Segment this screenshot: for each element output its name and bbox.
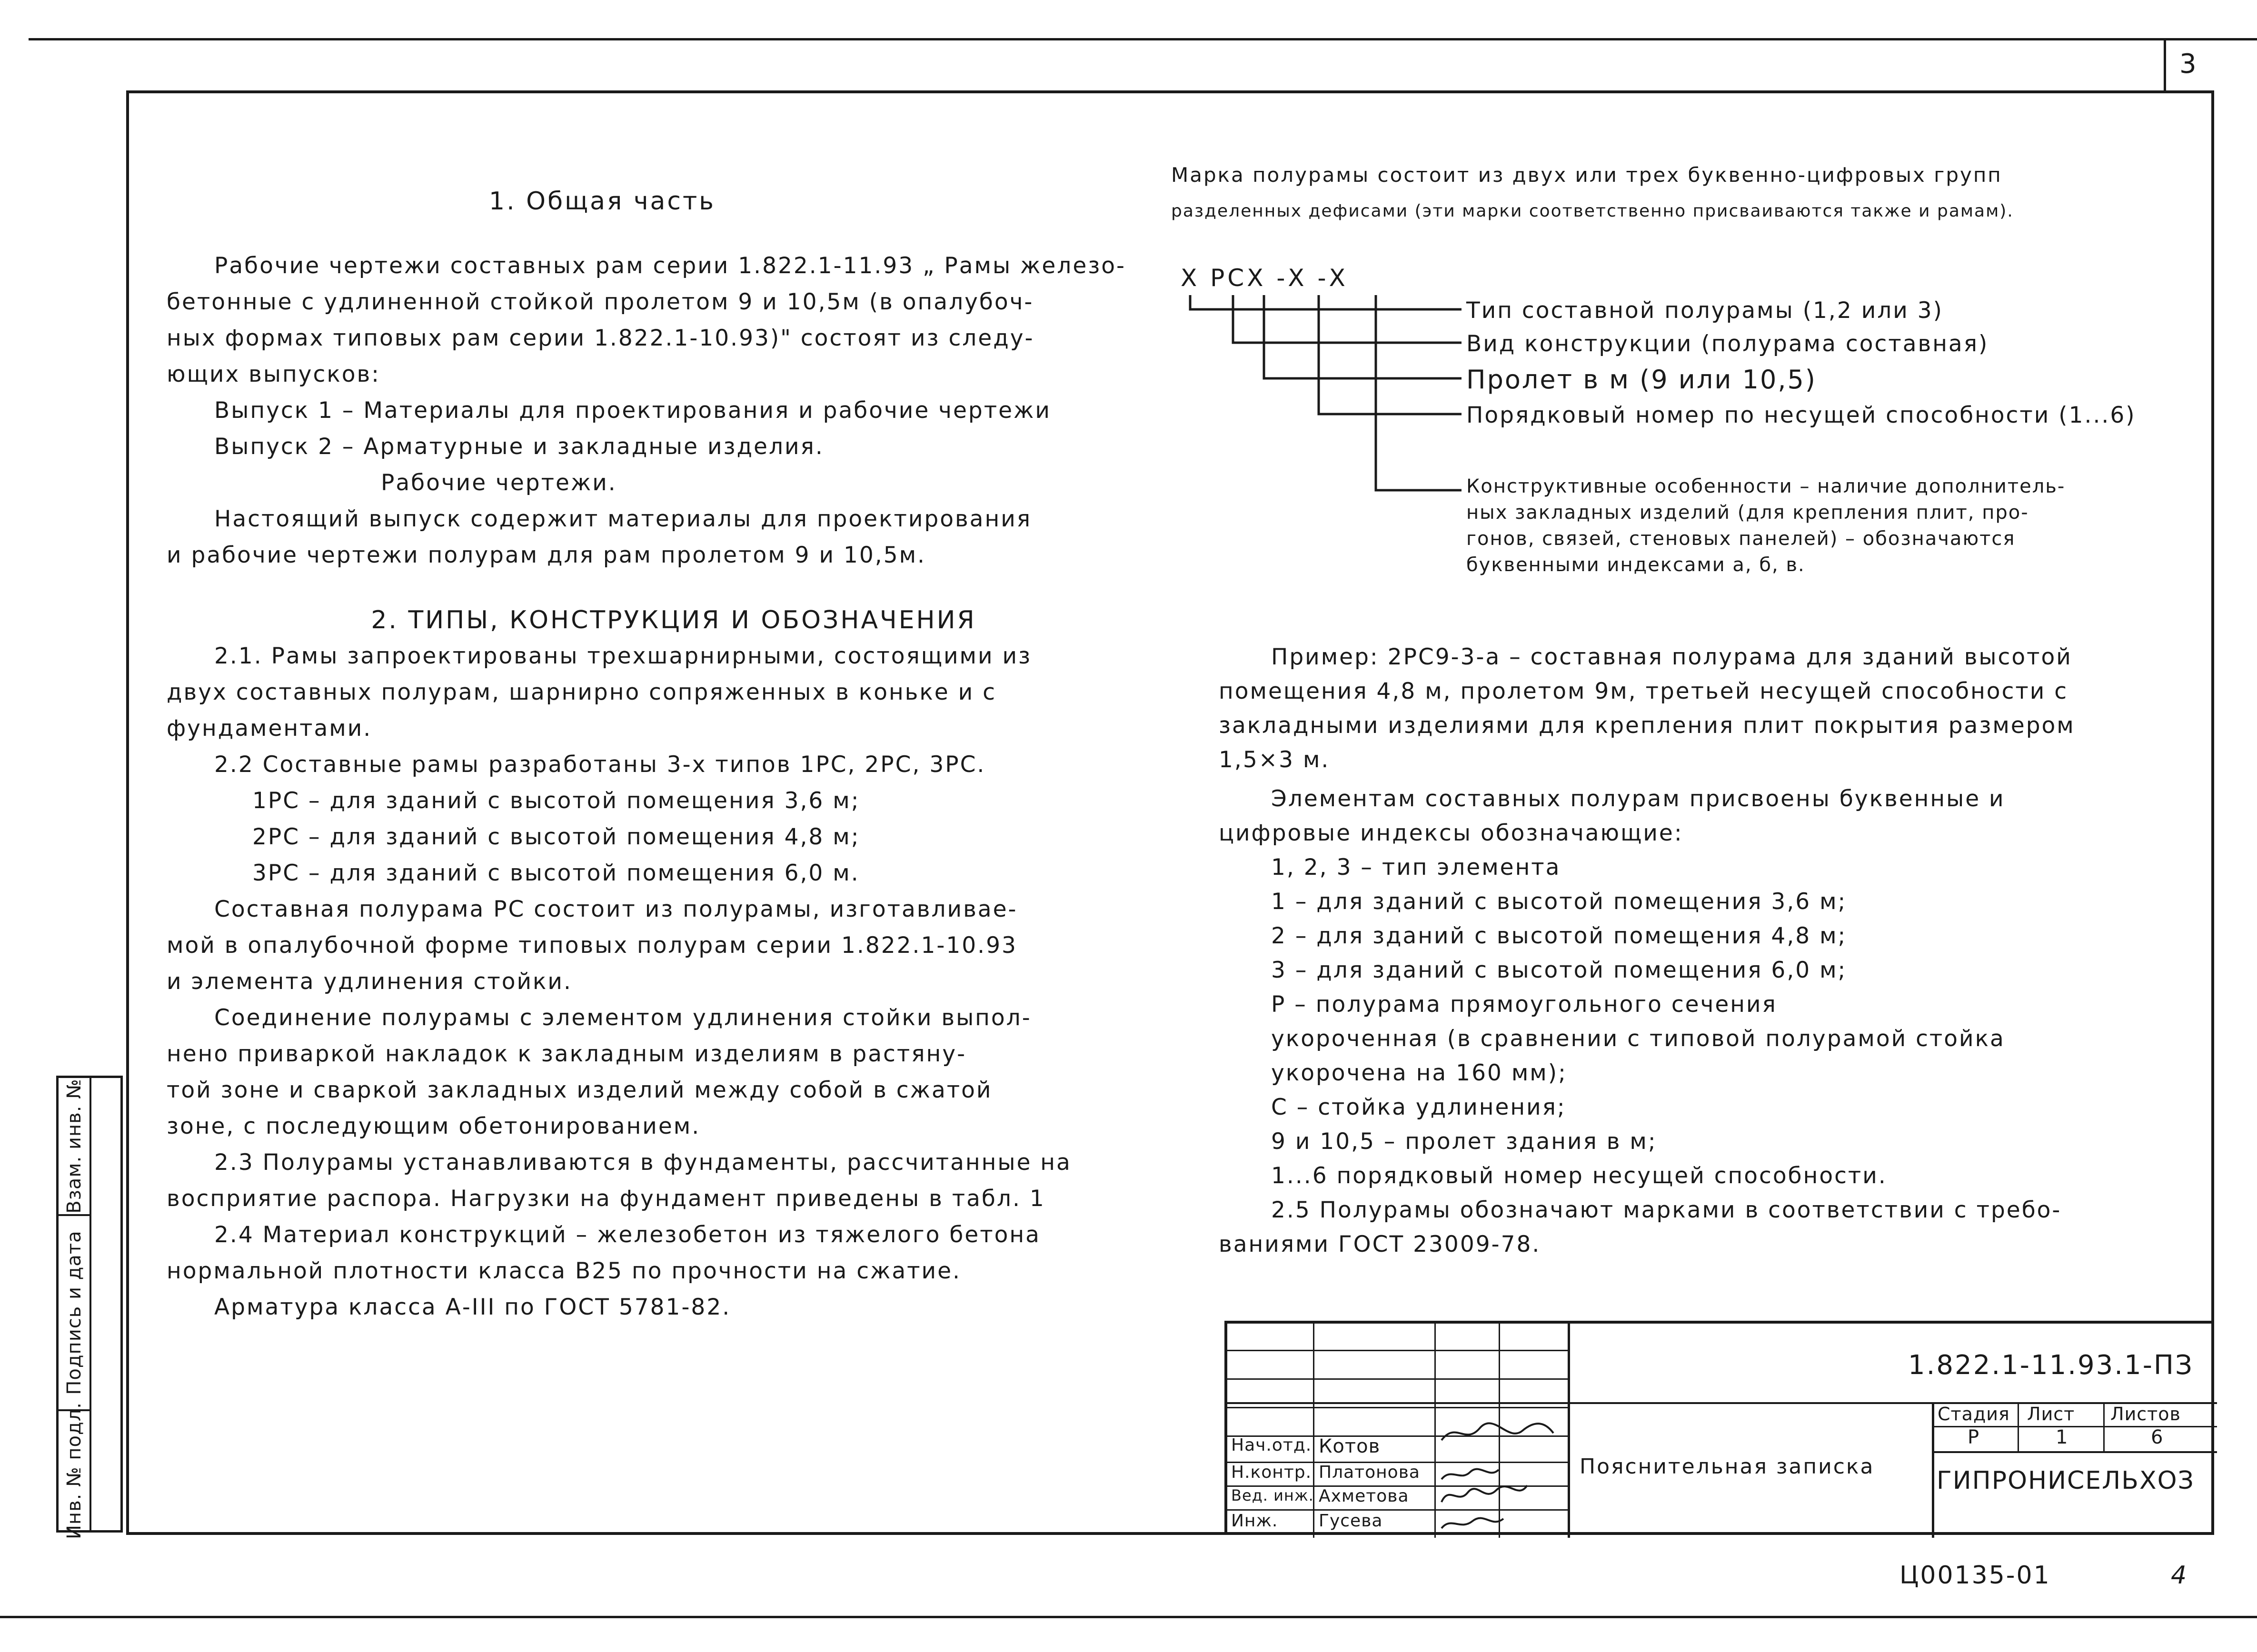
p22: 2.2 Составные рамы разработаны 3-х типов 1РС, 2РС, 3РС. — [214, 752, 986, 778]
element-9: 9 и 10,5 – пролет здания в м; — [1271, 1128, 1657, 1155]
example-line-4: 1,5×3 м. — [1219, 747, 1330, 773]
p21-line-3: фундаментами. — [167, 715, 372, 742]
element-5: Р – полурама прямоугольного сечения — [1271, 991, 1777, 1018]
right-lower — [1219, 640, 2209, 1262]
p21-line-2: двух составных полурам, шарнирно сопряженных в коньке и с — [167, 679, 996, 705]
side-stamp — [56, 1076, 123, 1539]
sheet-value: 1 — [2056, 1426, 2068, 1448]
p26-line-1: 2.4 Материал конструкций – железобетон из тяжелого бетона — [214, 1222, 1041, 1248]
p25-line-2: ваниями ГОСТ 23009-78. — [1219, 1231, 1541, 1257]
bottom-rule — [0, 1616, 2257, 1618]
intro-line-2: бетонные с удлиненной стойкой пролетом 9 и 10,5м (в опалубоч- — [167, 289, 1034, 315]
legend-features — [1466, 474, 2065, 578]
tb-hline-2 — [1227, 1378, 1568, 1380]
signature-1 — [1437, 1419, 1556, 1447]
tb-vline-2 — [1434, 1324, 1436, 1538]
example-line-2: помещения 4,8 м, пролетом 9м, третьей несущей способности с — [1219, 678, 2068, 704]
sheet-number: 3 — [2179, 49, 2197, 79]
mark-intro-line-1: Марка полурамы состоит из двух или трех буквенно-цифровых групп — [1171, 163, 2002, 187]
p27: Арматура класса А-III по ГОСТ 5781-82. — [214, 1294, 731, 1320]
p24-line-4: зоне, с последующим обетонированием. — [167, 1113, 701, 1139]
stamp-divider — [89, 1078, 91, 1530]
type-1rs: 1РС – для зданий с высотой помещения 3,6 м; — [252, 788, 860, 814]
section1-heading: 1. Общая часть — [489, 187, 716, 216]
name-engineer: Гусева — [1319, 1511, 1383, 1531]
mark-formula: Х РСХ -Х -Х — [1181, 264, 1348, 292]
mark-intro-line-2: разделенных дефисами (эти марки соответственно присваиваются также и рамам). — [1171, 201, 2014, 221]
page-number: 4 — [2171, 1561, 2187, 1590]
element-8: С – стойка удлинения; — [1271, 1094, 1566, 1120]
stamp-label-replace: Взам. инв. № — [63, 1078, 85, 1214]
stamp-cell-inventory — [59, 1402, 89, 1539]
legend-type: Тип составной полурамы (1,2 или 3) — [1466, 297, 1944, 324]
elements-intro-1: Элементам составных полурам присвоены буквенные и — [1271, 786, 2005, 812]
left-column — [167, 183, 1181, 1326]
role-lead-engineer: Вед. инж. — [1231, 1486, 1314, 1504]
sheets-value: 6 — [2151, 1426, 2164, 1448]
top-rule — [29, 38, 2257, 40]
p25-line-2: восприятие распора. Нагрузки на фундамент приведены в табл. 1 — [167, 1186, 1045, 1212]
p24-line-3: той зоне и сваркой закладных изделий между собой в сжатой — [167, 1077, 993, 1103]
element-10: 1...6 порядковый номер несущей способности. — [1271, 1163, 1887, 1189]
issue-2-cont: Рабочие чертежи. — [381, 470, 617, 496]
p26-line-2: нормальной плотности класса В25 по прочности на сжатие. — [167, 1258, 961, 1284]
p25-line-1: 2.5 Полурамы обозначают марками в соответствии с требо- — [1271, 1197, 2062, 1223]
p23-line-2: мой в опалубочной форме типовых полурам серии 1.822.1-10.93 — [167, 932, 1017, 959]
issue-2: Выпуск 2 – Арматурные и закладные изделия. — [214, 434, 824, 460]
p23-line-1: Составная полурама РС состоит из полурамы, изготавливае- — [214, 896, 1018, 922]
doc-code: 1.822.1-11.93.1-ПЗ — [1908, 1350, 2194, 1381]
type-3rs: 3РС – для зданий с высотой помещения 6,0 м. — [252, 860, 860, 886]
element-2: 1 – для зданий с высотой помещения 3,6 м; — [1271, 889, 1847, 915]
archive-code: Ц00135-01 — [1899, 1561, 2051, 1590]
mark-diagram — [1181, 264, 2214, 597]
element-6: укороченная (в сравнении с типовой полурамой стойка — [1271, 1026, 2005, 1052]
legend-features-line-1: Конструктивные особенности – наличие дополнитель- — [1466, 475, 2066, 497]
elements-intro-2: цифровые индексы обозначающие: — [1219, 820, 1683, 846]
intro-line-3: ных формах типовых рам серии 1.822.1-10.93)" состоят из следу- — [167, 325, 1034, 351]
role-engineer: Инж. — [1231, 1511, 1278, 1531]
tb-vline-right — [1932, 1402, 1934, 1538]
sheet-number-box — [2164, 38, 2214, 93]
organization: ГИПРОНИСЕЛЬХОЗ — [1937, 1466, 2195, 1495]
doc-title: Пояснительная записка — [1580, 1454, 1875, 1479]
role-head-dept: Нач.отд. — [1231, 1435, 1312, 1455]
tb-vline-4 — [1568, 1324, 1570, 1538]
intro-line-1: Рабочие чертежи составных рам серии 1.822.1-11.93 „ Рамы железо- — [214, 253, 1126, 279]
name-lead-engineer: Ахметова — [1319, 1486, 1409, 1506]
legend-features-line-2: ных закладных изделий (для крепления плит, про- — [1466, 502, 2029, 524]
right-column — [1171, 157, 2199, 229]
type-2rs: 2РС – для зданий с высотой помещения 4,8 м; — [252, 824, 860, 850]
signature-3 — [1437, 1481, 1532, 1509]
p24-line-1: Соединение полурамы с элементом удлинения стойки выпол- — [214, 1005, 1032, 1031]
example-line-3: закладными изделиями для крепления плит покрытия размером — [1219, 712, 2075, 739]
stamp-cell-signature — [59, 1216, 89, 1411]
legend-features-line-4: буквенными индексами а, б, в. — [1466, 554, 1805, 576]
p2-line-2: и рабочие чертежи полурам для рам пролетом 9 и 10,5м. — [167, 542, 926, 568]
stamp-label-inventory: Инв. № подл. — [63, 1402, 85, 1539]
legend-span: Пролет в м (9 или 10,5) — [1466, 365, 1817, 395]
intro-line-4: ющих выпусков: — [167, 361, 381, 387]
issue-1: Выпуск 1 – Материалы для проектирования и рабочие чертежи — [214, 397, 1051, 424]
element-1: 1, 2, 3 – тип элемента — [1271, 854, 1561, 880]
p23-line-3: и элемента удлинения стойки. — [167, 969, 572, 995]
stage-label: Стадия — [1938, 1404, 2010, 1424]
sheets-label: Листов — [2110, 1404, 2181, 1424]
sheet-label: Лист — [2027, 1404, 2075, 1424]
p25-line-1: 2.3 Полурамы устанавливаются в фундаменты, рассчитанные на — [214, 1149, 1072, 1176]
role-norm-control: Н.контр. — [1231, 1463, 1312, 1482]
stamp-cell-replace — [59, 1078, 89, 1216]
element-4: 3 – для зданий с высотой помещения 6,0 м; — [1271, 957, 1847, 983]
name-norm-control: Платонова — [1319, 1463, 1420, 1482]
tb-hline-3 — [1227, 1407, 1568, 1408]
p24-line-2: нено приваркой накладок к закладным изделиям в растяну- — [167, 1041, 967, 1067]
tb-hline-1 — [1227, 1350, 1568, 1351]
tb-vline-1 — [1313, 1324, 1314, 1538]
legend-capacity: Порядковый номер по несущей способности (1...6) — [1466, 402, 2136, 428]
section2-heading: 2. ТИПЫ, КОНСТРУКЦИЯ И ОБОЗНАЧЕНИЯ — [371, 606, 976, 634]
element-7: укорочена на 160 мм); — [1271, 1060, 1567, 1086]
name-head-dept: Котов — [1319, 1435, 1381, 1457]
legend-features-line-3: гонов, связей, стеновых панелей) – обозначаются — [1466, 528, 2016, 550]
legend-construction: Вид конструкции (полурама составная) — [1466, 331, 1989, 357]
element-3: 2 – для зданий с высотой помещения 4,8 м; — [1271, 923, 1847, 949]
tb-hline-8 — [1227, 1509, 1568, 1511]
example-line-1: Пример: 2РС9-3-а – составная полурама для зданий высотой — [1271, 644, 2072, 670]
p21-line-1: 2.1. Рамы запроектированы трехшарнирными, состоящими из — [214, 643, 1032, 669]
tb-hline-org — [1932, 1451, 2217, 1453]
signature-4 — [1437, 1509, 1508, 1535]
p2-line-1: Настоящий выпуск содержит материалы для проектирования — [214, 506, 1032, 532]
stamp-label-signature: Подпись и дата — [63, 1230, 85, 1395]
title-block — [1224, 1321, 2214, 1535]
stage-value: Р — [1968, 1426, 1980, 1448]
